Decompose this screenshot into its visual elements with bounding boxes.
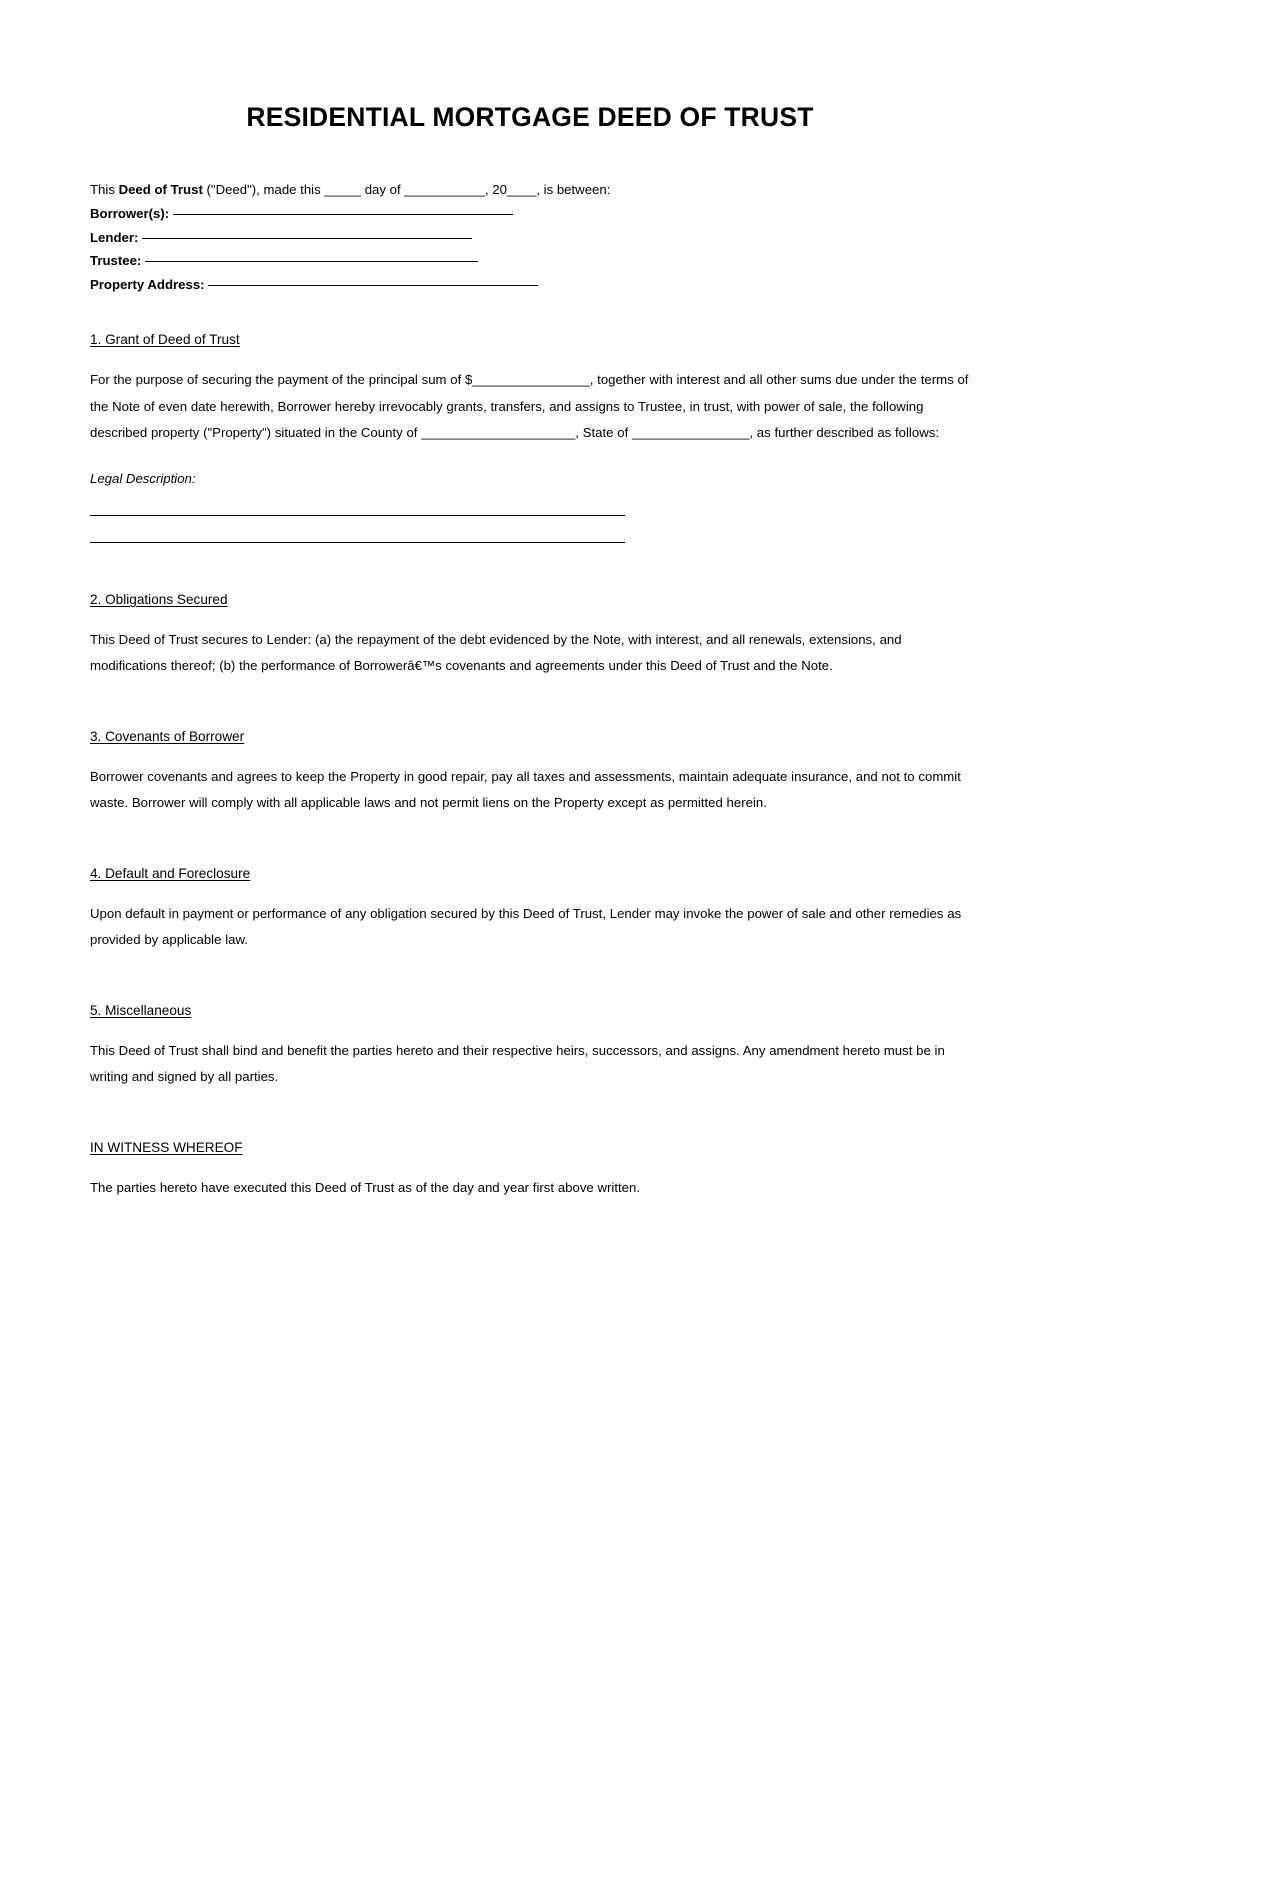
property-address-input-rule[interactable] (208, 285, 538, 286)
intro-suffix: , is between: (536, 182, 611, 198)
borrower-label: Borrower(s): (90, 206, 170, 222)
section-heading-1 (90, 330, 970, 350)
borrower-input-rule[interactable] (173, 214, 513, 215)
section-heading-4 (90, 864, 970, 884)
trustee-line (90, 249, 970, 273)
intro-mid-2: day of (361, 182, 405, 198)
legal-description-label: Legal Description: (90, 470, 196, 486)
intro-prefix: This (90, 182, 119, 198)
section-1-part-2: , together with interest and all other sums due under the terms of the Note of even date herewith, Borrower hereby irrevocably grants, transfers, and assigns to Trustee, in trust, with power of sale, the following described property ("Property") situated in the County of (90, 372, 969, 441)
section-body-4: Upon default in payment or performance of any obligation secured by this Deed of Trust, Lender may invoke the power of sale and other remedies as provided by applicable law. (90, 905, 962, 948)
section-body-3: Borrower covenants and agrees to keep the Property in good repair, pay all taxes and assessments, maintain adequate insurance, and not to commit waste. Borrower will comply with all applicable laws and not permit liens on the Property except as permitted herein. (90, 768, 961, 811)
legal-description-line-1[interactable] (90, 515, 625, 516)
section-1-part-3: , State of (575, 425, 633, 441)
section-body-2: This Deed of Trust secures to Lender: (a) the repayment of the debt evidenced by the Note, with interest, and all renewals, extensions, and modifications thereof; (b) the performance of Borrowerâ€™s covenants and agreements under this Deed of Trust and the Note. (90, 631, 902, 674)
principal-sum-blank[interactable]: ________________ (472, 372, 590, 388)
trustee-label: Trustee: (90, 253, 142, 269)
section-body-witness: The parties hereto have executed this Deed of Trust as of the day and year first above written. (90, 1179, 641, 1195)
section-1-part-4: , as further described as follows: (749, 425, 939, 441)
day-blank[interactable]: _____ (324, 182, 362, 198)
section-heading-3 (90, 727, 970, 747)
section-1-part-1: For the purpose of securing the payment of the principal sum of $ (90, 372, 473, 388)
intro-block (90, 178, 970, 296)
month-blank[interactable]: ___________ (404, 182, 485, 198)
borrower-line (90, 202, 970, 226)
section-heading-2 (90, 590, 970, 610)
section-heading-5-text: 5. Miscellaneous (90, 1002, 192, 1018)
section-heading-2-text: 2. Obligations Secured (90, 591, 228, 607)
lender-line (90, 226, 970, 250)
document-sheet (90, 0, 970, 1201)
section-heading-5 (90, 1001, 970, 1021)
intro-mid-1: ("Deed"), made this (202, 182, 325, 198)
lender-label: Lender: (90, 229, 139, 245)
year-blank[interactable]: ____ (506, 182, 537, 198)
section-heading-4-text: 4. Default and Foreclosure (90, 865, 251, 881)
state-blank[interactable]: ________________ (632, 425, 750, 441)
section-heading-3-text: 3. Covenants of Borrower (90, 728, 245, 744)
section-heading-witness (90, 1138, 970, 1158)
trustee-input-rule[interactable] (145, 261, 478, 262)
property-address-label: Property Address: (90, 276, 205, 292)
section-body-1 (90, 367, 970, 447)
section-heading-1-text: 1. Grant of Deed of Trust (90, 332, 240, 348)
property-address-line (90, 273, 970, 297)
section-heading-witness-text: IN WITNESS WHEREOF (90, 1139, 243, 1155)
deed-of-trust-term: Deed of Trust (118, 182, 203, 198)
intro-mid-3: , 20 (484, 182, 507, 198)
page-title: RESIDENTIAL MORTGAGE DEED OF TRUST (246, 102, 814, 132)
intro-date-line (90, 178, 970, 202)
section-body-5: This Deed of Trust shall bind and benefit the parties hereto and their respective heirs, successors, and assigns. Any amendment hereto must be in writing and signed by all parties. (90, 1042, 945, 1085)
lender-input-rule[interactable] (142, 238, 472, 239)
county-blank[interactable]: _____________________ (421, 425, 576, 441)
